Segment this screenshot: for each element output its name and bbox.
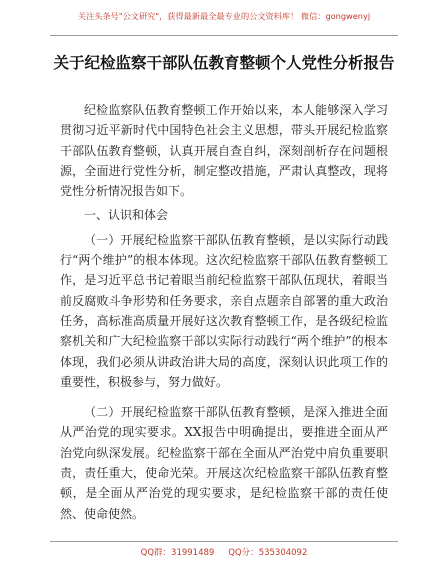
- qq-group-number: 31991489: [171, 548, 215, 558]
- body-paragraph: （二）开展纪检监察干部队伍教育整顿，是深入推进全面从严治党的现实要求。XX报告中明确提出，要推进全面从严治党向纵深发展。纪检监察干部在全面从严治党中肩负重要职责，责任重大，使命光荣。开展这次纪检监察干部队伍教育整顿，是全面从严治党的现实要求，是纪检监察干部的责任使然、使命使然。: [60, 405, 388, 521]
- body-paragraph: （一）开展纪检监察干部队伍教育整顿，是以实际行动践行“两个维护”的根本体现。这次纪检监察干部队伍教育整顿工作，是习近平总书记着眼当前纪检监察干部队伍现状，着眼当前反腐败斗争形势和任务要求，亲自点题亲自部署的重大政治任务，高标准高质量开展好这次教育整顿工作，是各级纪检监察机关和广大纪检监察干部以实际行动践行“两个维护”的根本体现，我们必须从讲政治讲大局的高度，深刻认识此项工作的重要性，积极参与，努力做好。: [60, 232, 388, 389]
- footer-contact: [0, 546, 448, 558]
- qq-group-label: QQ群：: [140, 548, 172, 558]
- header-banner: 关注头条号"公文研究"，获得最新最全最专业的公文资料库！ 微信：gongwenyj: [77, 11, 371, 21]
- qq-second-number: 535304092: [258, 548, 308, 558]
- document-title: 关于纪检监察干部队伍教育整顿个人党性分析报告: [53, 54, 395, 72]
- footer-divider: [50, 541, 398, 542]
- document-body: [60, 100, 388, 524]
- intro-paragraph: 纪检监察队伍教育整顿工作开始以来，本人能够深入学习贯彻习近平新时代中国特色社会主义思想，带头开展纪检监察干部队伍教育整顿，认真开展自查自纠，深刻剖析存在问题根源，全面进行党性分析，制定整改措施，严肃认真整改，现将党性分析情况报告如下。: [60, 103, 388, 199]
- section-heading: 一、认识和体会: [84, 208, 169, 223]
- qq-second-label: QQ分：: [228, 548, 259, 558]
- header-divider: [50, 35, 398, 36]
